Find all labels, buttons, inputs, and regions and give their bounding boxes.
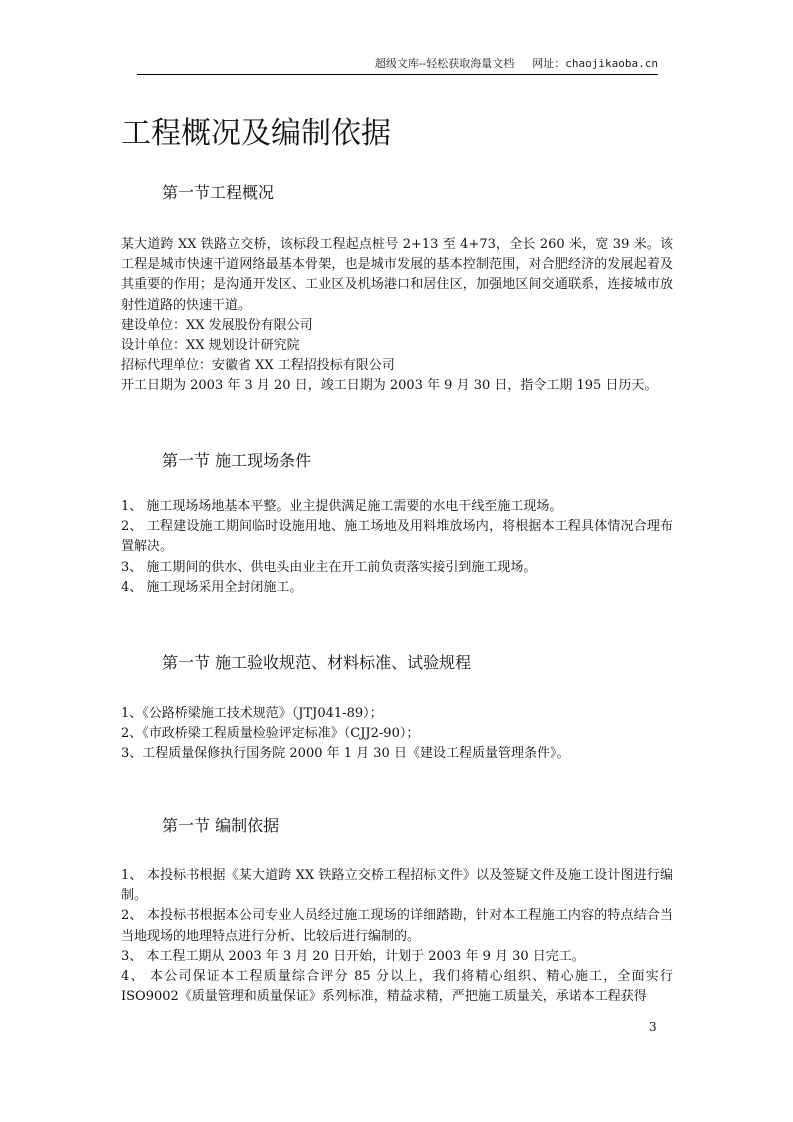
section-body-basis: [121, 866, 673, 1007]
section-body-overview: [121, 235, 673, 397]
paragraph: 开工日期为 2003 年 3 月 20 日，竣工日期为 2003 年 9 月 30 日，指令工期 195 日历天。: [121, 378, 658, 394]
section-body-site-conditions: [121, 497, 673, 598]
paragraph: 招标代理单位：安徽省 XX 工程招投标有限公司: [121, 358, 395, 374]
paragraph: 建设单位：XX 发展股份有限公司: [121, 317, 313, 333]
list-item: 4、 施工现场采用全封闭施工。: [121, 579, 303, 595]
list-item: 1、 本投标书根据《某大道跨 XX 铁路立交桥工程招标文件》以及签疑文件及施工设计图进行编制。: [121, 868, 673, 904]
page-header: [137, 56, 658, 75]
section-heading-basis: 第一节 编制依据: [162, 816, 280, 835]
header-url-label: 网址：: [532, 57, 566, 70]
list-item: 3、 本工程工期从 2003 年 3 月 20 日开始，计划于 2003 年 9 月 30 日完工。: [121, 948, 585, 964]
list-item: 1、《公路桥梁施工技术规范》（JTJ041-89）；: [121, 706, 383, 721]
header-url: chaojikaoba.cn: [565, 57, 658, 70]
section-body-standards: [121, 704, 673, 765]
list-item: 3、 施工期间的供水、供电头由业主在开工前负责落实接引到施工现场。: [121, 559, 537, 575]
list-item: 3、工程质量保修执行国务院 2000 年 1 月 30 日《建设工程质量管理条件》。: [121, 746, 570, 762]
page-number: 3: [649, 1020, 657, 1034]
document-title: 工程概况及编制依据: [121, 116, 391, 151]
list-item: 1、 施工现场场地基本平整。业主提供满足施工需要的水电干线至施工现场。: [121, 499, 563, 514]
list-item: 2、 本投标书根据本公司专业人员经过施工现场的详细踏勘，针对本工程施工内容的特点结合当当地现场的地理特点进行分析、比较后进行编制的。: [121, 908, 673, 944]
list-item: 2、《市政桥梁工程质量检验评定标准》（CJJ2-90）；: [121, 726, 420, 742]
paragraph: 某大道跨 XX 铁路立交桥，该标段工程起点桩号 2+13 至 4+73，全长 260 米，宽 39 米。该工程是城市快速干道网络最基本骨架，也是城市发展的基本控制范围，对合肥经济的发展起着及其重要的作用；是沟通开发区、工业区及机场港口和居住区，加强地区间交通联系，连接城市放射性道路的快速干道。: [121, 237, 673, 313]
section-heading-overview: 第一节工程概况: [162, 183, 275, 202]
list-item: 2、 工程建设施工期间临时设施用地、施工场地及用料堆放场内，将根据本工程具体情况合理布置解决。: [121, 519, 673, 555]
list-item: 4、 本公司保证本工程质量综合评分 85 分以上，我们将精心组织、精心施工，全面实行 ISO9002《质量管理和质量保证》系列标准，精益求精，严把施工质量关，承诺本工程获得: [121, 969, 673, 1005]
paragraph: 设计单位：XX 规划设计研究院: [121, 338, 300, 354]
section-heading-site-conditions: 第一节 施工现场条件: [162, 451, 312, 470]
header-site-name: 超级文库--轻松获取海量文档: [374, 57, 515, 70]
section-heading-standards: 第一节 施工验收规范、材料标准、试验规程: [162, 653, 472, 672]
